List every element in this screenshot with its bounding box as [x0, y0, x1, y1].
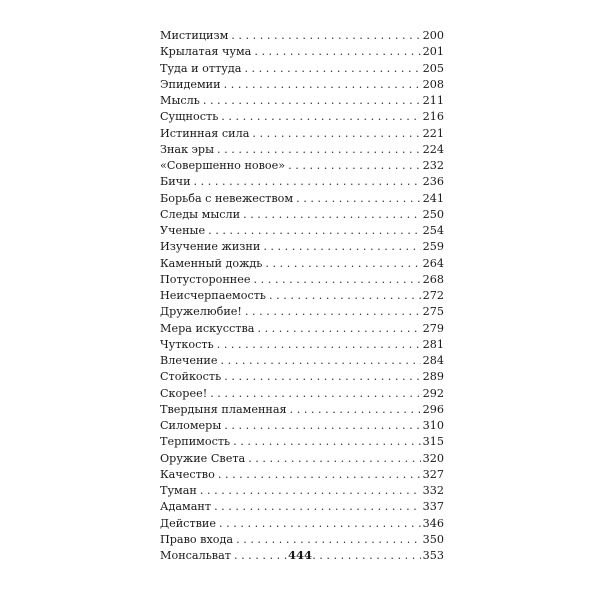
toc-dot-leader — [265, 256, 420, 272]
toc-entry — [160, 256, 444, 272]
toc-dot-leader — [296, 191, 421, 207]
toc-entry-page: 332 — [422, 484, 444, 497]
toc-entry-title: Каменный дождь — [160, 256, 263, 270]
toc-entry-title: Туда и оттуда — [160, 61, 242, 75]
toc-entry-page: 289 — [422, 370, 444, 384]
toc-entry-title: Эпидемии — [160, 77, 221, 91]
toc-dot-leader — [224, 418, 420, 434]
toc-entry — [160, 386, 444, 402]
toc-entry — [160, 142, 444, 158]
toc-entry — [160, 402, 444, 418]
toc-dot-leader — [254, 272, 421, 288]
toc-dot-leader — [217, 142, 421, 158]
toc-entry-page: 279 — [422, 321, 444, 335]
toc-dot-leader — [224, 77, 421, 93]
toc-entry — [160, 483, 444, 499]
toc-entry — [160, 304, 444, 320]
toc-dot-leader — [200, 483, 421, 499]
toc-entry — [160, 272, 444, 288]
toc-dot-leader — [194, 174, 421, 190]
toc-dot-leader — [248, 451, 420, 467]
toc-entry-title: Качество — [160, 467, 215, 481]
toc-entry-title: Туман — [160, 484, 197, 497]
toc-dot-leader — [218, 467, 421, 483]
toc-entry-page: 350 — [422, 532, 444, 546]
toc-dot-leader — [231, 28, 420, 44]
toc-entry-page: 320 — [422, 451, 444, 465]
toc-entry-title: Бичи — [160, 175, 191, 189]
toc-entry-title: Адамант — [160, 500, 212, 514]
toc-dot-leader — [269, 288, 421, 304]
toc-entry — [160, 93, 444, 109]
toc-entry-title: Неисчерпаемость — [160, 289, 267, 302]
toc-entry — [160, 516, 444, 532]
toc-entry — [160, 207, 444, 223]
toc-entry-page: 221 — [422, 126, 444, 140]
toc-entry-page: 327 — [422, 467, 444, 481]
toc-entry-page: 241 — [422, 191, 444, 205]
toc-entry-page: 224 — [422, 142, 444, 156]
toc-entry — [160, 499, 444, 515]
toc-entry-page: 272 — [422, 289, 444, 302]
toc-entry-title: Действие — [160, 516, 217, 530]
toc-entry-title: Силомеры — [160, 419, 222, 432]
toc-dot-leader — [217, 337, 421, 353]
table-of-contents — [160, 28, 444, 564]
toc-dot-leader — [219, 516, 421, 532]
toc-entry-page: 259 — [422, 240, 444, 254]
toc-entry — [160, 321, 444, 337]
toc-dot-leader — [290, 402, 421, 418]
toc-entry-page: 281 — [422, 337, 444, 351]
toc-entry-title: Крылатая чума — [160, 45, 252, 59]
toc-entry — [160, 77, 444, 93]
toc-entry-title: Оружие Света — [160, 451, 246, 465]
toc-dot-leader — [221, 353, 421, 369]
toc-entry-title: Знак эры — [160, 142, 214, 156]
toc-entry-title: Изучение жизни — [160, 240, 261, 254]
toc-entry-title: Терпимость — [160, 435, 231, 449]
toc-dot-leader — [263, 239, 420, 255]
toc-entry-page: 216 — [422, 110, 444, 124]
toc-dot-leader — [203, 93, 421, 109]
toc-entry-title: Мера искусства — [160, 321, 255, 335]
toc-dot-leader — [233, 434, 421, 450]
toc-entry — [160, 126, 444, 142]
toc-entry-page: 236 — [422, 175, 444, 189]
toc-entry-title: Ученые — [160, 224, 206, 237]
toc-entry — [160, 467, 444, 483]
toc-entry-page: 292 — [422, 386, 444, 400]
toc-entry — [160, 191, 444, 207]
toc-entry — [160, 61, 444, 77]
toc-entry — [160, 288, 444, 304]
toc-dot-leader — [254, 44, 420, 60]
toc-entry-page: 346 — [422, 516, 444, 530]
toc-dot-leader — [257, 321, 420, 337]
toc-entry-title: Дружелюбие! — [160, 305, 242, 319]
toc-dot-leader — [244, 61, 420, 77]
toc-entry-page: 201 — [422, 45, 444, 59]
toc-entry-title: Потустороннее — [160, 272, 251, 286]
toc-entry-page: 315 — [422, 435, 444, 449]
toc-entry — [160, 434, 444, 450]
toc-dot-leader — [236, 532, 421, 548]
toc-entry-page: 337 — [422, 500, 444, 514]
toc-entry-title: Борьба с невежеством — [160, 191, 294, 205]
toc-dot-leader — [243, 207, 421, 223]
toc-entry-page: 232 — [422, 159, 444, 172]
toc-entry-page: 275 — [422, 305, 444, 319]
toc-entry-title: Мистицизм — [160, 29, 229, 42]
toc-entry-title: Чуткость — [160, 337, 214, 351]
toc-entry — [160, 369, 444, 385]
toc-entry-title: «Совершенно новое» — [160, 159, 286, 172]
toc-dot-leader — [214, 499, 421, 515]
toc-entry — [160, 451, 444, 467]
toc-entry-page: 296 — [422, 402, 444, 416]
toc-entry-title: Монсальват — [160, 549, 231, 562]
toc-entry-page: 208 — [422, 77, 444, 91]
toc-entry-page: 200 — [422, 29, 444, 42]
toc-entry — [160, 223, 444, 239]
page-number: 444 — [287, 548, 312, 562]
toc-entry — [160, 174, 444, 190]
toc-entry-title: Право входа — [160, 532, 234, 546]
toc-entry-title: Мысль — [160, 94, 200, 107]
toc-dot-leader — [210, 386, 420, 402]
toc-entry-page: 250 — [422, 207, 444, 221]
toc-entry — [160, 418, 444, 434]
toc-entry-page: 268 — [422, 272, 444, 286]
toc-entry — [160, 337, 444, 353]
toc-entry-page: 284 — [422, 354, 444, 367]
toc-dot-leader — [245, 304, 421, 320]
toc-entry-page: 264 — [422, 256, 444, 270]
toc-entry-page: 310 — [422, 419, 444, 432]
toc-entry — [160, 532, 444, 548]
toc-entry-page: 254 — [422, 224, 444, 237]
toc-entry — [160, 44, 444, 60]
toc-dot-leader — [221, 109, 420, 125]
toc-dot-leader — [288, 158, 421, 174]
toc-entry-title: Скорее! — [160, 386, 208, 400]
toc-entry-page: 211 — [422, 94, 444, 107]
toc-entry — [160, 28, 444, 44]
toc-entry — [160, 353, 444, 369]
toc-entry-page: 353 — [422, 549, 444, 562]
toc-dot-leader — [224, 369, 420, 385]
toc-entry — [160, 109, 444, 125]
toc-entry-title: Сущность — [160, 110, 219, 124]
toc-entry-title: Следы мысли — [160, 207, 241, 221]
toc-entry-title: Истинная сила — [160, 126, 250, 140]
toc-entry-title: Твердыня пламенная — [160, 402, 287, 416]
toc-entry-title: Влечение — [160, 354, 218, 367]
toc-entry — [160, 158, 444, 174]
toc-entry — [160, 239, 444, 255]
toc-entry-title: Стойкость — [160, 370, 222, 384]
toc-dot-leader — [252, 126, 420, 142]
toc-entry-page: 205 — [422, 61, 444, 75]
toc-dot-leader — [208, 223, 421, 239]
